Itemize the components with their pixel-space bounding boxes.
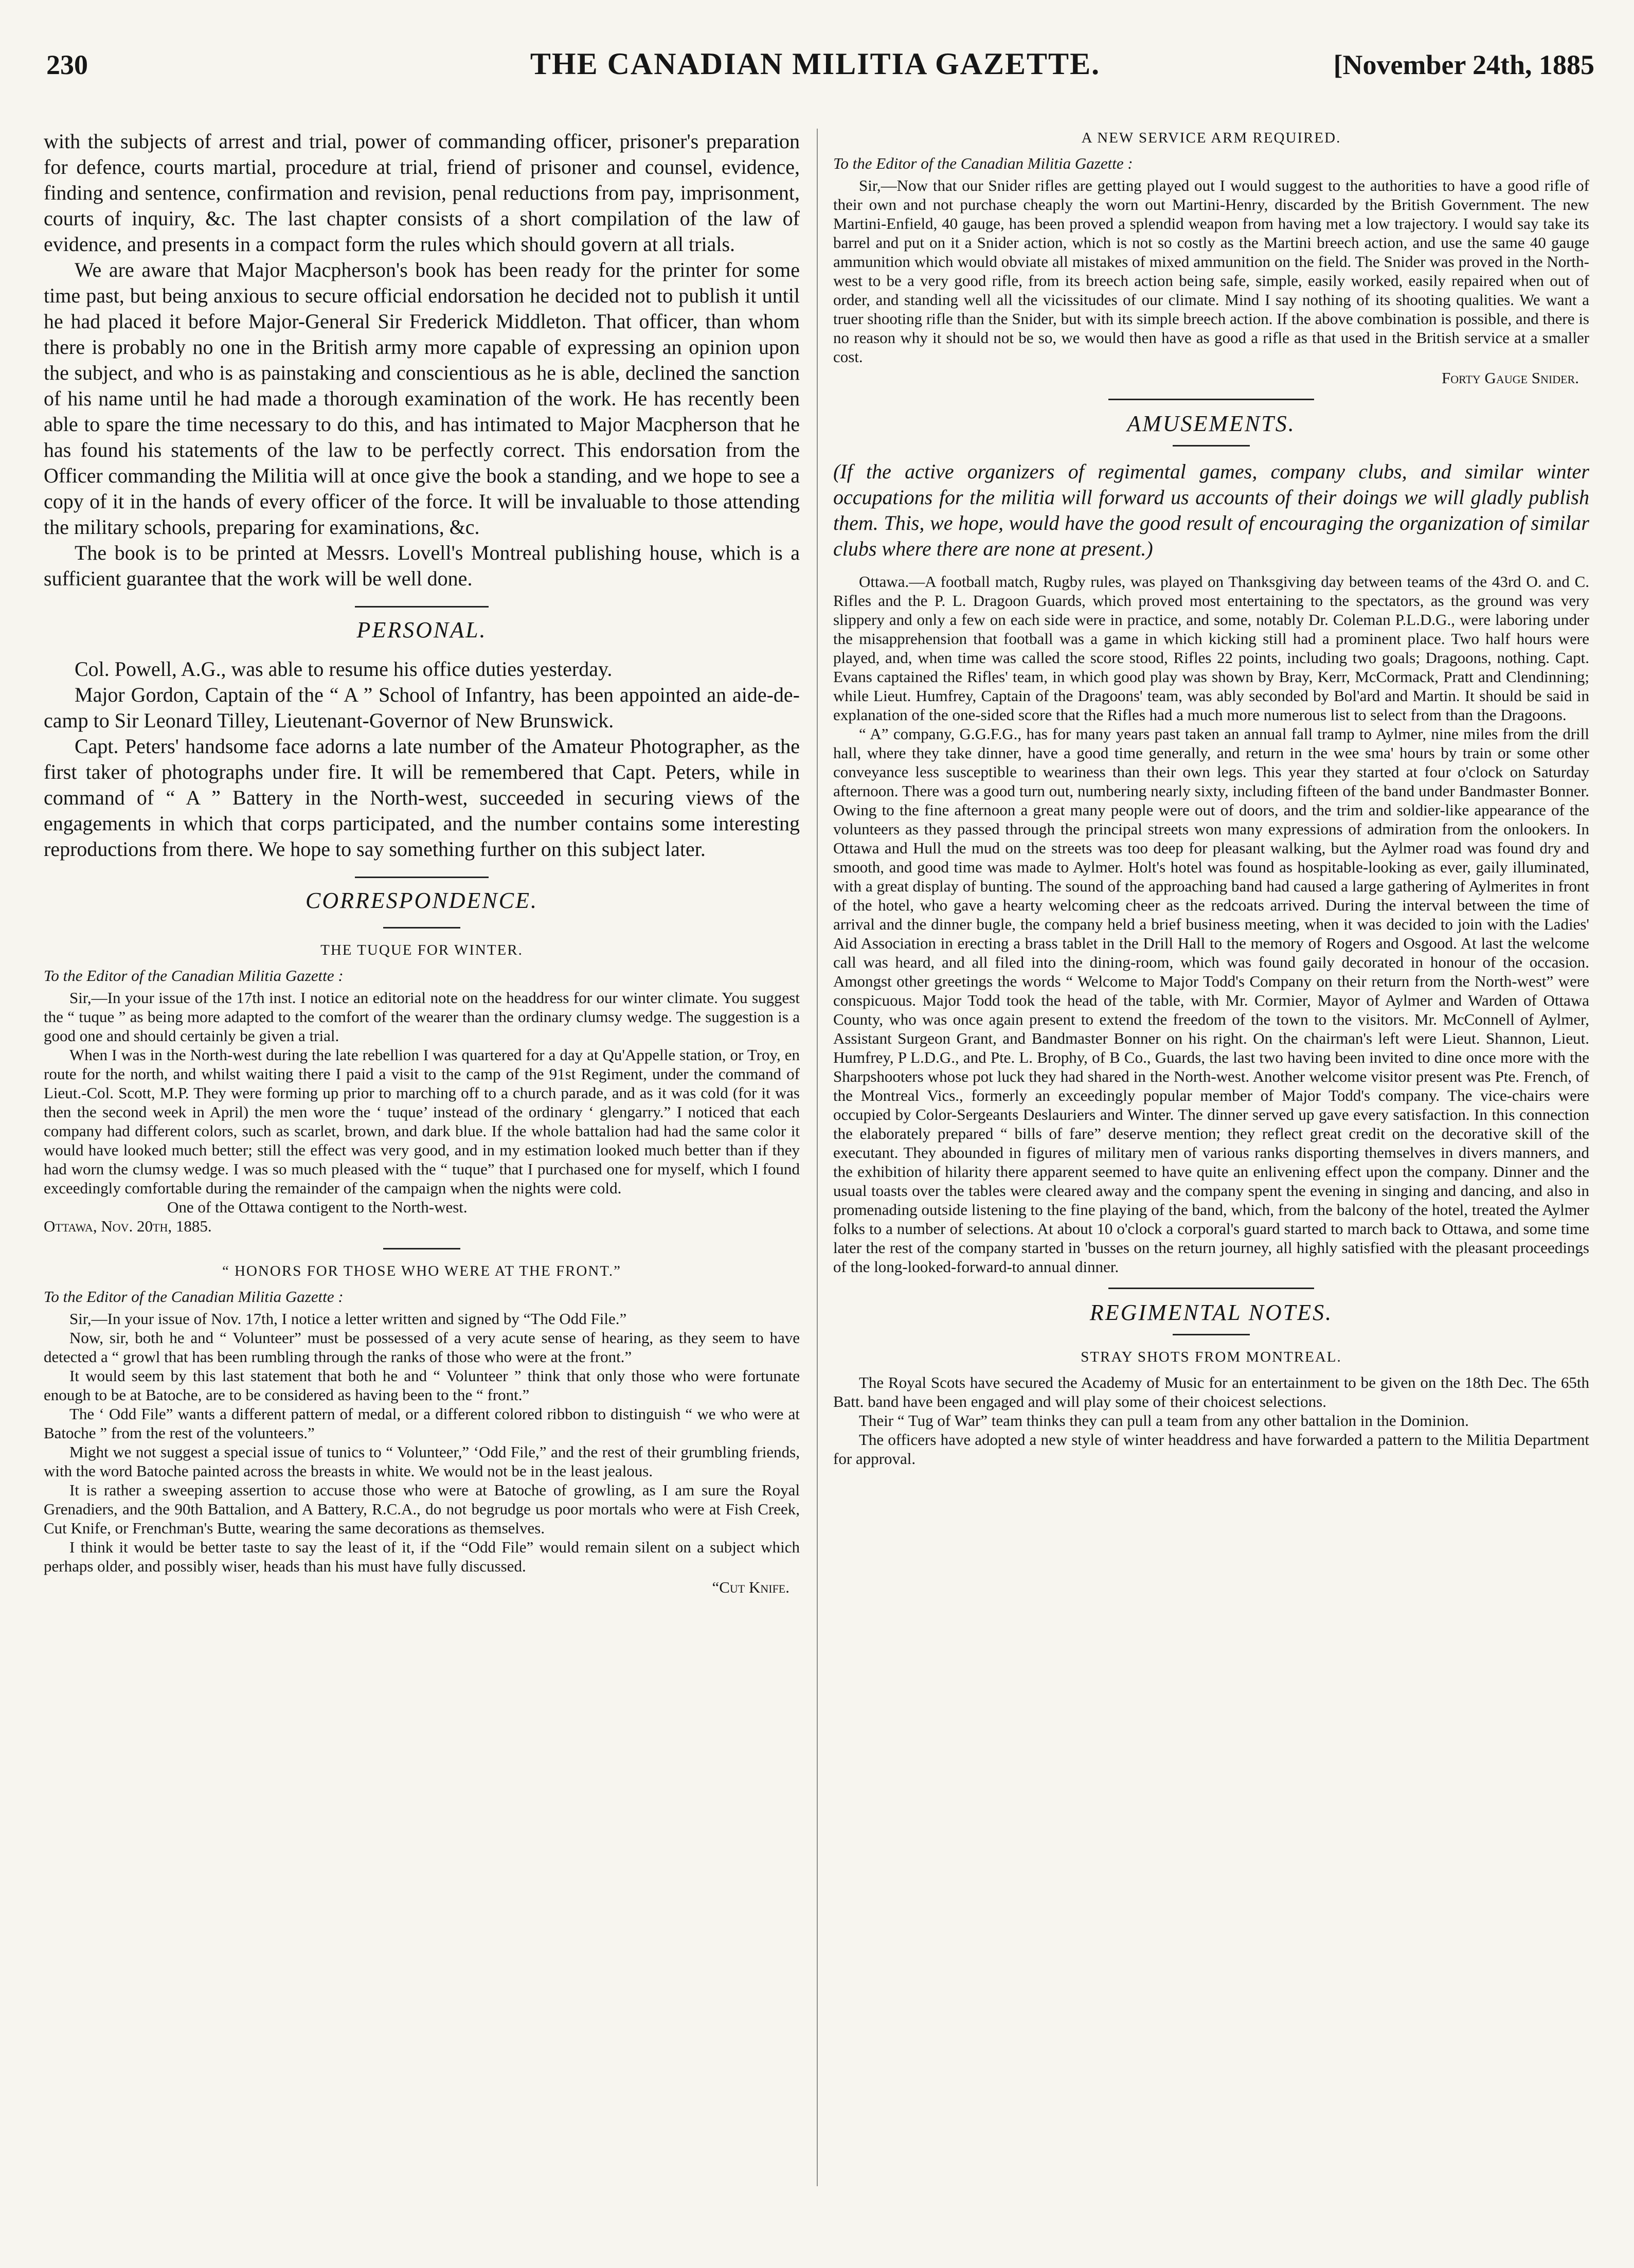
- paragraph: The officers have adopted a new style of winter headdress and have forwarded a pattern to the Militia Department for approval.: [833, 1431, 1589, 1468]
- regimental-notes-section: [833, 1348, 1589, 1468]
- to-editor-line: To the Editor of the Canadian Militia Gazette :: [833, 154, 1133, 172]
- section-title-regimental-notes: REGIMENTAL NOTES.: [1089, 1300, 1333, 1325]
- article-title: THE TUQUE FOR WINTER.: [320, 942, 523, 958]
- left-column: [44, 129, 800, 1597]
- section-title-correspondence: CORRESPONDENCE.: [306, 888, 538, 913]
- paragraph: Sir,—In your issue of the 17th inst. I notice an editorial note on the headdress for our winter climate. You suggest the “ tuque ” as being more adapted to the comfort of the wearer than the ordinary clumsy wedge. The suggestion is a good one and should certainly be given a trial.: [44, 989, 800, 1045]
- to-editor-line: To the Editor of the Canadian Militia Gazette :: [44, 967, 344, 985]
- letter-signature: “Cut Knife.: [712, 1578, 789, 1596]
- paragraph: Sir,—In your issue of Nov. 17th, I notice a letter written and signed by “The Odd File.”: [69, 1310, 627, 1328]
- section-rule: [355, 606, 489, 608]
- paragraph: Their “ Tug of War” team thinks they can pull a team from any other battalion in the Dominion.: [859, 1412, 1469, 1430]
- paragraph: The book is to be printed at Messrs. Lovell's Montreal publishing house, which is a sufficient guarantee that the work will be well done.: [44, 541, 800, 590]
- personal-section: [44, 656, 800, 862]
- paragraph: Ottawa.—A football match, Rugby rules, was played on Thanksgiving day between teams of the 43rd O. and C. Rifles and the P. L. Dragoon Guards, which proved most entertaining to the spectators, as the ground was very slippery and only a few on each side were in practice, and some, notably Dr. Coleman P.L.D.G., were laboring under the misapprehension that football was a game in which kicking still had a prominent place. Two half hours were played, and, when time was called the score stood, Rifles 22 points, including two goals; Dragoons, nothing. Capt. Evans captained the Rifles' team, in which good play was shown by Bray, Kerr, McCormack, Pratt and Clendinning; while Lieut. Humfrey, Captain of the Dragoons' team, was ably seconded by Bol'ard and Martin. It should be said in explanation of the one-sided score that the Rifles had a much more numerous list to select from than the Dragoons.: [833, 573, 1589, 724]
- article-rule: [383, 1248, 460, 1249]
- article-rule: [383, 927, 460, 928]
- newspaper-title: THE CANADIAN MILITIA GAZETTE.: [530, 47, 1101, 81]
- paragraph: Sir,—Now that our Snider rifles are getting played out I would suggest to the authorities to have a good rifle of their own and not purchase cheaply the worn out Martini-Henry, discarded by the British Government. The new Martini-Enfield, 40 gauge, has been proved a splendid weapon from having met a low trajectory. I would say take its barrel and put on it a Snider action, which is not so costly as the Martini breech action, and use the same 40 gauge ammunition which would obviate all mistakes of mixed ammunition on the field. The Snider was proved in the North-west to be a very good rifle, from its breech action being safe, simple, easily worked, easily repaired when out of order, and standing well all the vicissitudes of our climate. Mind I say nothing of its shooting qualities. We want a truer shooting rifle than the Snider, but with its simple breech action. If the above combination is possible, and there is no reason why it should not be so, we would then have as good a rifle as that used in the British service at a smaller cost.: [833, 176, 1589, 366]
- masthead: [21, 0, 1610, 103]
- paragraph: Might we not suggest a special issue of tunics to “ Volunteer,” ‘Odd File,” and the rest of their grumbling friends, with the word Batoche painted across the breasts in white. We would not be in the least jealous.: [44, 1443, 800, 1480]
- article-title: A NEW SERVICE ARM REQUIRED.: [1081, 130, 1341, 146]
- section-rule: [355, 877, 489, 878]
- paragraph: It would seem by this last statement that both he and “ Volunteer ” think that only those who were fortunate enough to be at Batoche, are to be considered as having been to the “ front.”: [44, 1367, 800, 1404]
- paragraph: When I was in the North-west during the late rebellion I was quartered for a day at Qu'Appelle station, or Troy, en route for the north, and whilst waiting there I paid a visit to the camp of the 91st Regiment, under the command of Lieut.-Col. Scott, M.P. They were forming up prior to marching off to a church parade, and as it was cold (for it was then the second week in April) the men wore the ‘ tuque’ instead of the ordinary ‘ glengarry.” I noticed that each company had different colors, such as scarlet, brown, and dark blue. If the whole battalion had had the same color it would have looked much better; still the effect was very good, and in my estimation looked much better than if they had worn the clumsy wedge. I was so much pleased with the “ tuque” that I purchased one for myself, which I found exceedingly comfortable during the remainder of the campaign when the nights were cold.: [44, 1046, 800, 1197]
- paragraph: with the subjects of arrest and trial, power of commanding officer, prisoner's preparation for defence, courts martial, procedure at trial, friend of prisoner and counsel, evidence, finding and sentence, confirmation and revision, penal reductions from pay, imprisonment, courts of inquiry, &c. The last chapter consists of a short compilation of the law of evidence, and presents in a compact form the rules which should govern at all trials.: [44, 130, 800, 256]
- letter-tuque: [44, 941, 800, 1236]
- issue-date: [November 24th, 1885: [1333, 49, 1594, 80]
- paragraph: It is rather a sweeping assertion to accuse those who were at Batoche of growling, as I am sure the Royal Grenadiers, and the 90th Battalion, and A Battery, R.C.A., do not begrudge us poor mortals who were at Fish Creek, Cut Knife, or Frenchman's Butte, wearing the same decorations as themselves.: [44, 1481, 800, 1537]
- to-editor-line: To the Editor of the Canadian Militia Gazette :: [44, 1288, 344, 1306]
- right-column: [833, 129, 1589, 1468]
- letter-place-date: Ottawa, Nov. 20th, 1885.: [44, 1217, 212, 1235]
- letter-service-arm: [833, 129, 1589, 387]
- section-title-personal: PERSONAL.: [356, 617, 487, 642]
- section-rule: [1108, 399, 1314, 400]
- paragraph: We are aware that Major Macpherson's book has been ready for the printer for some time past, but being anxious to secure official endorsation he decided not to publish it until he had placed it before Major-General Sir Frederick Middleton. That officer, than whom there is probably no one in the British army more capable of expressing an opinion upon the subject, and who is as painstaking and conscientious as he is able, declined the sanction of his name until he had made a thorough examination of the work. He has recently been able to spare the time necessary to do this, and has intimated to Major Macpherson that he has found his statements of the law to be perfectly correct. This endorsation from the Officer commanding the Militia will at once give the book a standing, and we hope to see a copy of it in the hands of every officer of the force. It will be invaluable to those attending the military schools, preparing for examinations, &c.: [44, 258, 800, 539]
- title-underline: [1173, 1334, 1250, 1335]
- title-underline: [1173, 445, 1250, 447]
- amusements-intro: (If the active organizers of regimental games, company clubs, and similar winter occupations for the militia will forward us accounts of their doings we will gladly publish them. This, we hope, would have the good result of encouraging the organization of similar clubs where there are none at present.): [833, 460, 1589, 560]
- paragraph: “ A” company, G.G.F.G., has for many years past taken an annual fall tramp to Aylmer, nine miles from the drill hall, where they take dinner, have a good time generally, and return in the wee sma' hours by train or some other conveyance less susceptible to weariness than their own legs. This year they started at four o'clock on Saturday afternoon. There was a good turn out, numbering nearly sixty, including fifteen of the band under Bandmaster Bonner. Owing to the fine afternoon a great many people were out of doors, and the trim and soldier-like appearance of the volunteers as they passed through the principal streets won many expressions of admiration from the onlookers. In Ottawa and Hull the mud on the streets was too deep for pleasant walking, but the Aylmer road was found dry and smooth, and good time was made to Aylmer. Holt's hotel was found as hospitable-looking as ever, gaily illuminated, with a great display of bunting. The sound of the approaching band had caused a large gathering of Aylmerites in front of the hotel, who gave a hearty welcoming cheer as the redcoats arrived. During the interval between the time of arrival and the dinner bugle, the company held a brief business meeting, when it was decided to join with the Ladies' Aid Association in erecting a brass tablet in the Drill Hall to the memory of Rogers and Osgood. At last the welcome call was heard, and all filed into the dining-room, which was found gaily decorated in honour of the occasion. Amongst other greetings the words “ Welcome to Major Todd's Company on their return from the North-west” were conspicuous. Major Todd took the head of the table, with Mr. Cormier, Mayor of Aylmer and Warden of Ottawa County, who was once again present to extend the freedom of the town to the visitors. Mr. McConnell of Aylmer, Assistant Surgeon Grant, and Bandmaster Bonner on his right. On the chairman's left were Lieut. Shannon, Lieut. Humfrey, P L.D.G., and Pte. L. Brophy, of B Co., Guards, the last two having been invited to dine once more with the Sharpshooters whose pot luck they had shared in the North-west. Another welcome visitor present was Pte. French, of the Montreal Vics., formerly an exceedingly popular member of Major Todd's company. The vice-chairs were occupied by Color-Sergeants Deslauriers and Winter. The dinner served up gave every satisfaction. In this connection the elaborately prepared “ bills of fare” deserve mention; they reflect great credit on the decorative skill of the executant. They abounded in figures of military men of various ranks disporting themselves in divers manners, and the exhibition of hilarity there apparent seemed to have quite an enlivening effect upon the company. Dinner and the usual toasts over the tables were cleared away and the company spent the evening in singing and dancing, and also in promenading outside listening to the fine playing of the band, which, from the balcony of the hotel, treated the Aylmer folks to a number of selections. At about 10 o'clock a corporal's guard started to march back to Ottawa, and some time later the rest of the company started in 'busses on the return journey, all highly satisfied with the pleasant proceedings of the long-looked-forward-to annual dinner.: [833, 725, 1589, 1276]
- paragraph: Capt. Peters' handsome face adorns a late number of the Amateur Photographer, as the first taker of photographs under fire. It will be remembered that Capt. Peters, while in command of “ A ” Battery in the North-west, succeeded in securing views of the engagements in which that corps participated, and the number contains some interesting reproductions from there. We hope to say something further on this subject later.: [44, 735, 800, 861]
- letter-signature: One of the Ottawa contigent to the North-west.: [167, 1198, 468, 1216]
- section-title-amusements: AMUSEMENTS.: [1127, 411, 1296, 436]
- section-rule: [1108, 1288, 1314, 1289]
- paragraph: Major Gordon, Captain of the “ A ” School of Infantry, has been appointed an aide-de-camp to Sir Leonard Tilley, Lieutenant-Governor of New Brunswick.: [44, 683, 800, 732]
- article-title: “ HONORS FOR THOSE WHO WERE AT THE FRONT.”: [222, 1263, 621, 1279]
- article-title: STRAY SHOTS FROM MONTREAL.: [1081, 1349, 1342, 1365]
- page-number: 230: [46, 49, 88, 80]
- paragraph: The Royal Scots have secured the Academy of Music for an entertainment to be given on the 18th Dec. The 65th Batt. band have been engaged and will play some of their choicest selections.: [833, 1373, 1589, 1410]
- paragraph: I think it would be better taste to say the least of it, if the “Odd File” would remain silent on a subject which perhaps older, and possibly wiser, heads than his must have fully discussed.: [44, 1538, 800, 1575]
- letter-signature: Forty Gauge Snider.: [1441, 369, 1579, 387]
- column-divider: [817, 129, 818, 2186]
- letter-honors: [44, 1262, 800, 1597]
- amusements-section: [833, 572, 1589, 1276]
- paragraph: The ‘ Odd File” wants a different pattern of medal, or a different colored ribbon to distinguish “ we who were at Batoche ” from the rest of the volunteers.”: [44, 1405, 800, 1442]
- paragraph: Now, sir, both he and “ Volunteer” must be possessed of a very acute sense of hearing, as they seem to have detected a “ growl that has been rumbling through the ranks of those who were at the front.”: [44, 1329, 800, 1366]
- book-review-continuation: [44, 129, 800, 592]
- paragraph: Col. Powell, A.G., was able to resume his office duties yesterday.: [75, 657, 613, 681]
